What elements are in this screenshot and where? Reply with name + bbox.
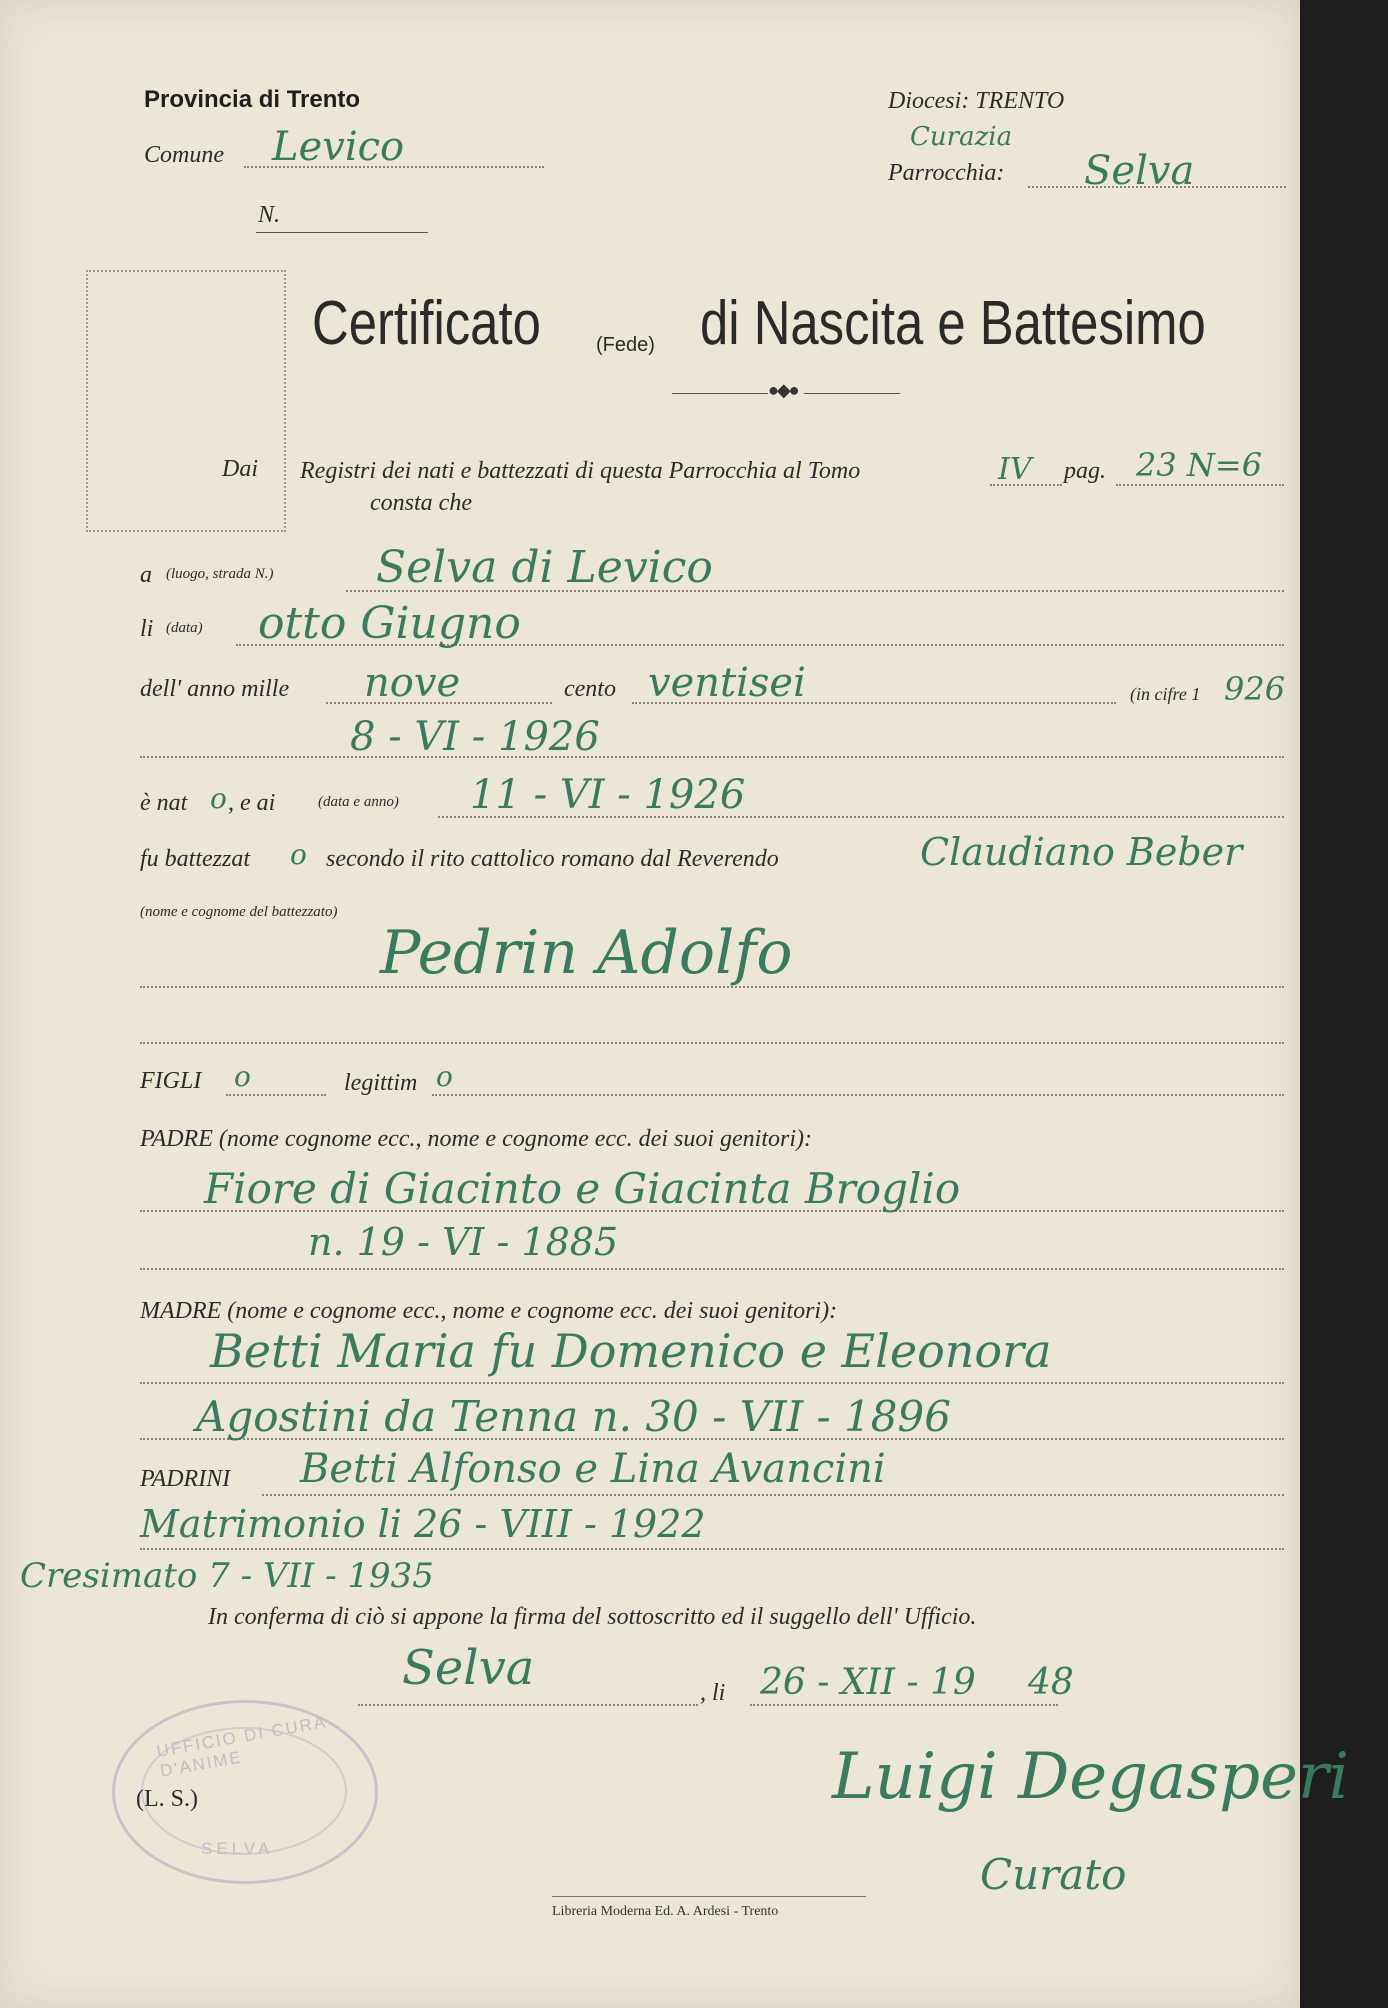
battezzat-label: fu battezzat — [140, 846, 251, 872]
name-sublabel: (nome e cognome del battezzato) — [140, 904, 338, 920]
printer-imprint: Libreria Moderna Ed. A. Ardesi - Trento — [552, 1904, 779, 1919]
battezzat-suffix: o — [290, 838, 307, 871]
bapt-date-sublabel: (data e anno) — [318, 794, 399, 810]
legittim-value: o — [436, 1060, 453, 1093]
title-fede: (Fede) — [596, 334, 655, 356]
province-label: Provincia di Trento — [144, 86, 361, 113]
year-value-1: nove — [364, 660, 461, 706]
date-value: otto Giugno — [258, 598, 521, 649]
title-ornament-left — [672, 393, 768, 394]
nato-suffix: o — [210, 782, 227, 815]
cifre-value: 926 — [1224, 670, 1286, 708]
register-text: Registri dei nati e battezzati di questa Parrocchia al Tomo — [300, 458, 861, 484]
diocese-label: Diocesi: TRENTO — [888, 88, 1065, 114]
padre-line1: Fiore di Giacinto e Giacinta Broglio — [204, 1164, 961, 1213]
reverend-value: Claudiano Beber — [920, 830, 1243, 874]
padre-line2: n. 19 - VI - 1885 — [308, 1220, 619, 1264]
n-label: N. — [258, 202, 281, 228]
bapt-date-value: 11 - VI - 1926 — [470, 772, 746, 818]
padrini-value: Betti Alfonso e Lina Avancini — [300, 1446, 886, 1492]
printer-rule — [552, 1896, 866, 1897]
pag-value: 23 N=6 — [1136, 446, 1263, 484]
place-sublabel: (luogo, strada N.) — [166, 566, 274, 582]
title-ornament-dots: ●◆● — [768, 380, 798, 400]
parish-label: Parrocchia: — [888, 160, 1005, 186]
madre-label: MADRE (nome e cognome ecc., nome e cognome ecc. dei suoi genitori): — [140, 1298, 838, 1324]
closing-date: 26 - XII - 19 — [760, 1662, 976, 1703]
pag-label: pag. — [1064, 458, 1106, 484]
stamp-bottom-text: SELVA — [201, 1839, 274, 1858]
photo-placeholder-box — [86, 270, 286, 532]
comune-value: Levico — [272, 124, 405, 170]
priest-role: Curato — [980, 1850, 1127, 1899]
date-sublabel: (data) — [166, 620, 203, 636]
padre-label: PADRE (nome cognome ecc., nome e cognome ecc. dei suoi genitori): — [140, 1126, 812, 1152]
rite-text: secondo il rito cattolico romano dal Reverendo — [326, 846, 779, 872]
place-value: Selva di Levico — [376, 542, 713, 593]
figli-value: o — [234, 1060, 251, 1093]
closing-li-label: , li — [700, 1680, 726, 1706]
parish-value: Selva — [1084, 148, 1195, 194]
year-value-2: ventisei — [648, 660, 806, 706]
nato-label: è nat — [140, 790, 188, 816]
priest-signature: Luigi Degasperi — [832, 1740, 1350, 1814]
dai-label: Dai — [222, 456, 258, 482]
curazia-note: Curazia — [910, 122, 1013, 152]
bapt-date-label: , e ai — [228, 790, 276, 816]
closing-year-suffix: 48 — [1028, 1662, 1074, 1703]
figli-label: FIGLI — [140, 1068, 202, 1094]
comune-label: Comune — [144, 142, 224, 168]
matrimonio-note: Matrimonio li 26 - VIII - 1922 — [140, 1502, 706, 1546]
title-nascita-battesimo: di Nascita e Battesimo — [700, 289, 1206, 358]
legittim-label: legittim — [344, 1070, 418, 1096]
padrini-label: PADRINI — [140, 1466, 231, 1492]
cresimato-note: Cresimato 7 - VII - 1935 — [20, 1556, 434, 1596]
title-certificato: Certificato — [312, 289, 541, 358]
ls-label: (L. S.) — [136, 1786, 198, 1812]
date-label: li — [140, 616, 154, 642]
madre-line1: Betti Maria fu Domenico e Eleonora — [210, 1324, 1052, 1378]
cento-label: cento — [564, 676, 616, 702]
baptized-name: Pedrin Adolfo — [380, 918, 793, 988]
tomo-value: IV — [998, 452, 1032, 487]
closing-place: Selva — [402, 1640, 535, 1696]
year-label: dell' anno mille — [140, 676, 290, 702]
stamp-top-text: UFFICIO DI CURA D'ANIME — [155, 1712, 328, 1781]
place-label: a — [140, 562, 152, 588]
madre-line2: Agostini da Tenna n. 30 - VII - 1896 — [196, 1392, 951, 1441]
consta-che-label: consta che — [370, 490, 472, 516]
cifre-label: (in cifre 1 — [1130, 684, 1201, 704]
birth-date-numeric: 8 - VI - 1926 — [350, 714, 600, 760]
closing-text: In conferma di ciò si appone la firma del sottoscritto ed il suggello dell' Ufficio. — [208, 1604, 977, 1630]
